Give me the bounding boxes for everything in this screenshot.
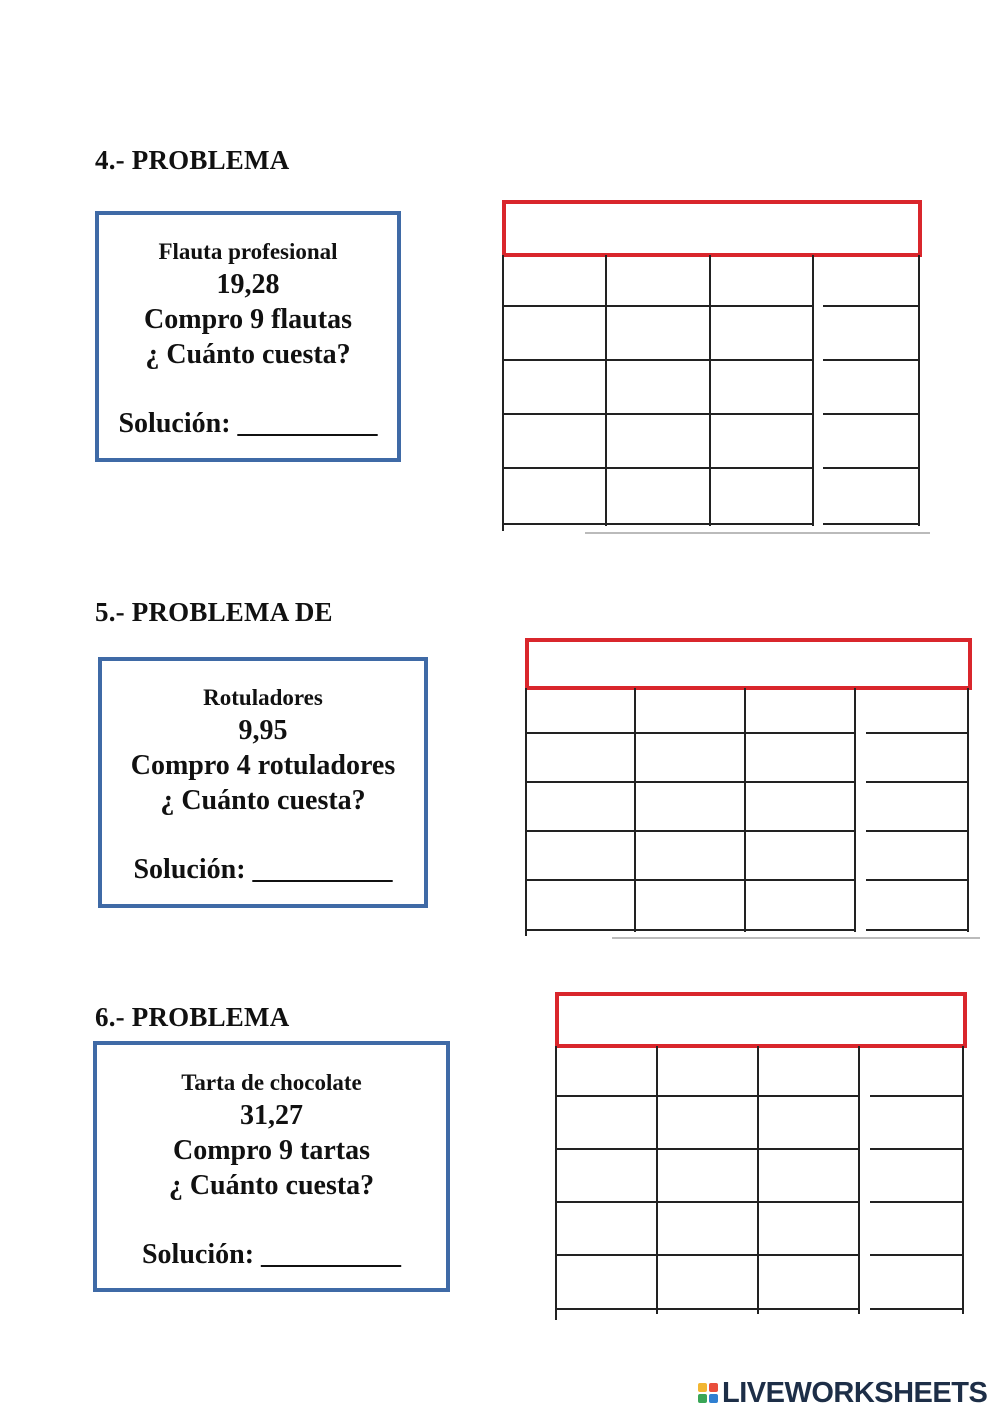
problem-6-calc-grid[interactable] bbox=[552, 990, 972, 1325]
problem-4-solution[interactable]: Solución: __________ bbox=[118, 408, 378, 439]
liveworksheets-logo[interactable] bbox=[698, 1378, 987, 1408]
liveworksheets-logo-icon bbox=[698, 1383, 718, 1403]
problem-5-box bbox=[98, 657, 428, 908]
problem-6-heading: 6.- PROBLEMA bbox=[95, 1002, 290, 1032]
problem-6-box bbox=[93, 1041, 450, 1292]
problem-5-price: 9,95 bbox=[238, 715, 288, 746]
problem-5-quantity: Compro 4 rotuladores bbox=[130, 750, 396, 781]
problem-4-question: ¿ Cuánto cuesta? bbox=[145, 339, 351, 370]
problem-4-calc-grid[interactable] bbox=[500, 198, 935, 538]
problem-4-price: 19,28 bbox=[216, 269, 280, 300]
problem-6-question: ¿ Cuánto cuesta? bbox=[168, 1170, 375, 1201]
problem-4-heading: 4.- PROBLEMA bbox=[95, 145, 290, 175]
problem-6-price: 31,27 bbox=[240, 1100, 303, 1131]
problem-5-item: Rotuladores bbox=[203, 685, 323, 710]
problem-6-item: Tarta de chocolate bbox=[181, 1070, 362, 1095]
problem-4-item: Flauta profesional bbox=[158, 239, 338, 264]
calc-grid-header bbox=[504, 202, 920, 255]
problem-5-heading: 5.- PROBLEMA DE bbox=[95, 597, 333, 627]
problem-5-calc-grid[interactable] bbox=[522, 636, 984, 941]
problem-4-box bbox=[95, 211, 401, 462]
problem-6-quantity: Compro 9 tartas bbox=[172, 1135, 370, 1166]
calc-grid-header bbox=[527, 640, 970, 688]
problem-5-question: ¿ Cuánto cuesta? bbox=[160, 785, 366, 816]
liveworksheets-brand: LIVEWORKSHEETS bbox=[722, 1376, 988, 1409]
calc-grid-header bbox=[557, 994, 965, 1046]
problem-5-solution[interactable]: Solución: __________ bbox=[133, 854, 393, 885]
problem-6-solution[interactable]: Solución: __________ bbox=[141, 1239, 402, 1270]
problem-4-quantity: Compro 9 flautas bbox=[144, 304, 352, 335]
